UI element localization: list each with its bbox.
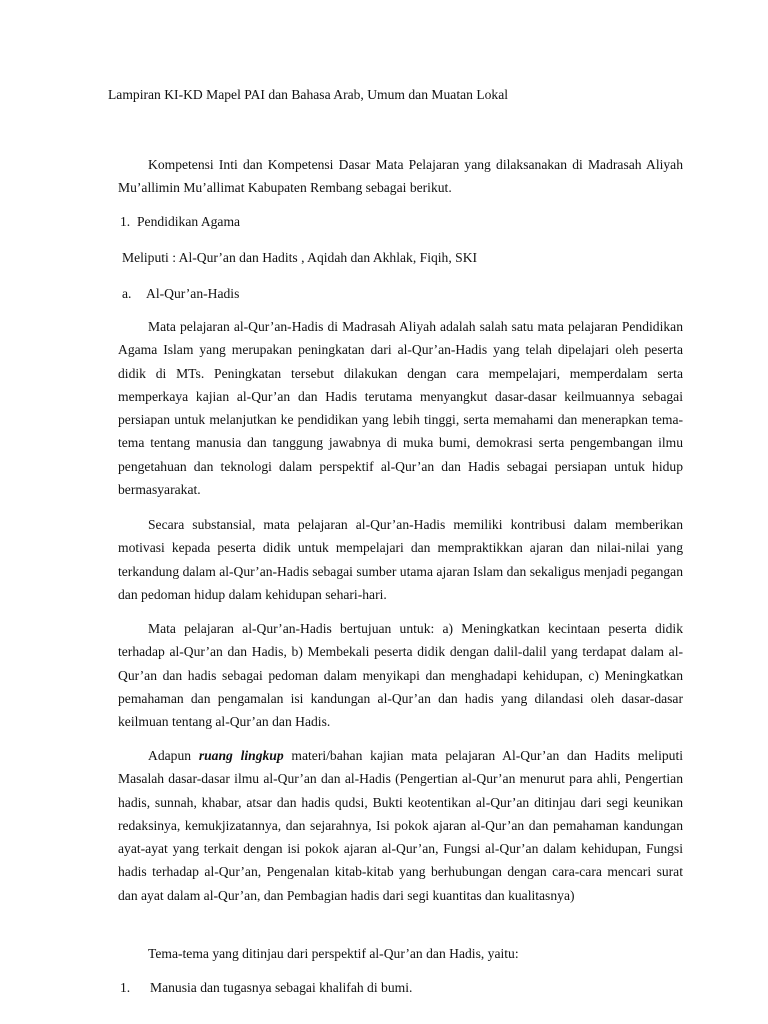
paragraph-5: Tema-tema yang ditinjau dari perspektif al-Qur’an dan Hadis, yaitu:: [148, 946, 519, 961]
paragraph-2: Secara substansial, mata pelajaran al-Qur’an-Hadis memiliki kontribusi dalam memberikan motivasi kepada peserta didik untuk mempelajari dan mempraktikkan ajaran dan nilai-nilai yang terkandung dalam al-Qur’an-Hadis sebagai sumber utama ajaran Islam dan sekaligus menjadi pegangan dan pedoman hidup dalam kehidupan sehari-hari.: [118, 517, 683, 602]
paragraph-4-lead: Adapun: [148, 748, 199, 763]
list-item-number: 1.: [120, 980, 131, 995]
subsection-letter: a.: [122, 286, 132, 301]
document-heading: Lampiran KI-KD Mapel PAI dan Bahasa Arab, Umum dan Muatan Lokal: [108, 87, 509, 102]
intro-paragraph: Kompetensi Inti dan Kompetensi Dasar Mata Pelajaran yang dilaksanakan di Madrasah Aliyah Mu’allimin Mu’allimat Kabupaten Rembang sebagai berikut.: [118, 157, 683, 196]
section-number: 1.: [120, 214, 131, 229]
paragraph-4-body: materi/bahan kajian mata pelajaran Al-Qur’an dan Hadits meliputi Masalah dasar-dasar ilmu al-Qur’an dan al-Hadis (Pengertian al-Qur’an menurut para ahli, Pengertian hadis, sunnah, khabar, atsar dan hadis qudsi, Bukti keotentikan al-Qur’an ditinjau dari segi keunikan redaksinya, kemukjizatannya, dan sejarahnya, Isi pokok ajaran al-Qur’an dan pemahaman kandungan ayat-ayat yang terkait dengan isi pokok ajaran al-Qur’an, Fungsi al-Qur’an dalam kehidupan, Fungsi hadis terhadap al-Qur’an, Pengenalan kitab-kitab yang berhubungan dengan cara-cara mencari surat dan ayat dalam al-Qur’an, dan Pembagian hadis dari segi kuantitas dan kualitasnya): [118, 748, 684, 903]
scope-line: Meliputi : Al-Qur’an dan Hadits , Aqidah dan Akhlak, Fiqih, SKI: [122, 250, 478, 265]
list-item-text: Manusia dan tugasnya sebagai khalifah di bumi.: [150, 980, 413, 995]
section-title: Pendidikan Agama: [137, 214, 241, 229]
paragraph-1: Mata pelajaran al-Qur’an-Hadis di Madrasah Aliyah adalah salah satu mata pelajaran Pendidikan Agama Islam yang merupakan peningkatan dari al-Qur’an-Hadis yang telah dipelajari oleh peserta didik di MTs. Peningkatan tersebut dilakukan dengan cara mempelajari, memperdalam serta memperkaya kajian al-Qur’an dan Hadis terutama menyangkut dasar-dasar keilmuannya sebagai persiapan untuk melanjutkan ke pendidikan yang lebih tinggi, serta memahami dan menerapkan tema-tema tentang manusia dan tanggung jawabnya di muka bumi, demokrasi serta pengembangan ilmu pengetahuan dan teknologi dalam perspektif al-Qur’an dan Hadis sebagai persiapan untuk hidup bermasyarakat.: [118, 319, 683, 498]
paragraph-4: [118, 744, 683, 907]
paragraph-3: Mata pelajaran al-Qur’an-Hadis bertujuan untuk: a) Meningkatkan kecintaan peserta didik terhadap al-Qur’an dan Hadis, b) Membekali peserta didik dengan dalil-dalil yang terdapat dalam al-Qur’an dan hadis sebagai pedoman dalam menyikapi dan menghadapi kehidupan, c) Meningkatkan pemahaman dan pengamalan isi kandungan al-Qur’an dan hadis yang dilandasi oleh dasar-dasar keilmuan tentang al-Qur’an dan Hadis.: [118, 621, 683, 730]
subsection-title: Al-Qur’an-Hadis: [146, 286, 240, 301]
scope-emphasis: ruang lingkup: [198, 748, 284, 763]
